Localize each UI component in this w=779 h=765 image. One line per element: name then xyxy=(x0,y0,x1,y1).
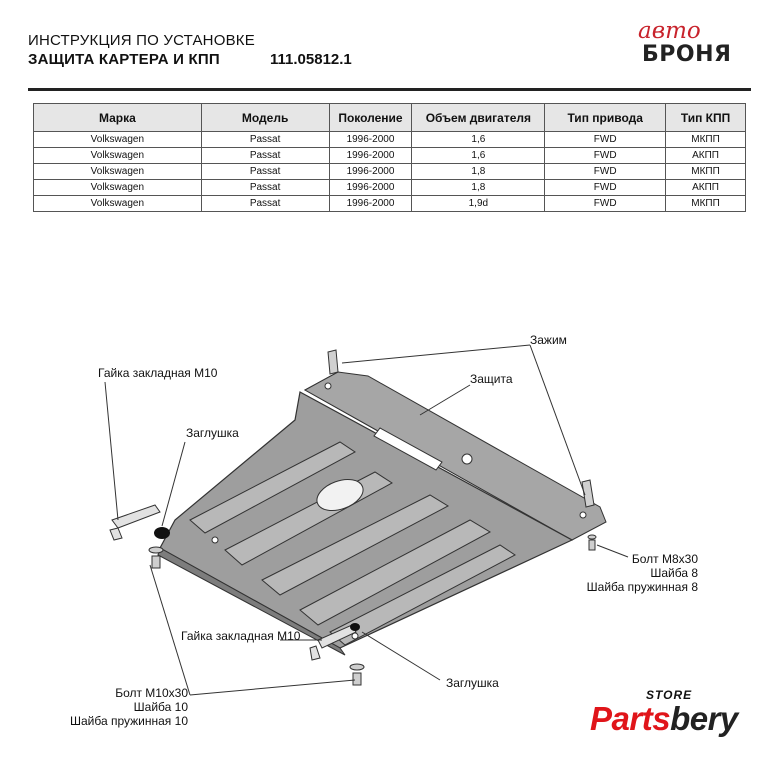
table-cell: АКПП xyxy=(666,180,746,196)
brand-name xyxy=(590,700,738,738)
column-header: Тип привода xyxy=(545,104,666,132)
label-plug-bottom: Заглушка xyxy=(446,676,499,690)
table-cell: FWD xyxy=(545,196,666,212)
label-clamp: Зажим xyxy=(530,333,567,347)
column-header: Марка xyxy=(34,104,202,132)
table-cell: 1996-2000 xyxy=(329,164,412,180)
column-header: Модель xyxy=(201,104,329,132)
table-cell: 1,8 xyxy=(412,180,545,196)
part-code: 111.05812.1 xyxy=(270,51,352,68)
label-plug-top: Заглушка xyxy=(186,426,239,440)
label-embedded-nut-top: Гайка закладная М10 xyxy=(98,366,218,380)
table-cell: 1996-2000 xyxy=(329,132,412,148)
skid-plate xyxy=(158,372,606,655)
table-cell: Volkswagen xyxy=(34,164,202,180)
table-cell: 1,9d xyxy=(412,196,545,212)
table-cell: FWD xyxy=(545,164,666,180)
table-cell: Volkswagen xyxy=(34,132,202,148)
table-cell: МКПП xyxy=(666,132,746,148)
label-bolt-m8: Болт М8х30 xyxy=(631,552,698,566)
table-cell: МКПП xyxy=(666,196,746,212)
table-cell: 1996-2000 xyxy=(329,148,412,164)
label-shield: Защита xyxy=(470,372,513,386)
table-cell: Passat xyxy=(201,196,329,212)
label-washer-8: Шайба 8 xyxy=(650,566,698,580)
table-cell: Passat xyxy=(201,148,329,164)
brand-name-part2: bery xyxy=(670,700,738,737)
column-header: Поколение xyxy=(329,104,412,132)
table-cell: FWD xyxy=(545,180,666,196)
brand-store-text: STORE xyxy=(646,688,693,702)
column-header: Тип КПП xyxy=(666,104,746,132)
brand-name-part1: Parts xyxy=(590,700,671,737)
table-cell: 1,6 xyxy=(412,132,545,148)
logo-top-text: авто xyxy=(638,18,701,44)
document-title: ИНСТРУКЦИЯ ПО УСТАНОВКЕ xyxy=(28,32,255,49)
table-cell: Volkswagen xyxy=(34,196,202,212)
table-cell: Volkswagen xyxy=(34,180,202,196)
label-bolt-m10: Болт М10х30 xyxy=(115,686,188,700)
label-washer-10: Шайба 10 xyxy=(133,700,188,714)
table-cell: Volkswagen xyxy=(34,148,202,164)
table-cell: Passat xyxy=(201,164,329,180)
table-cell: МКПП xyxy=(666,164,746,180)
column-header: Объем двигателя xyxy=(412,104,545,132)
table-cell: FWD xyxy=(545,132,666,148)
table-cell: 1996-2000 xyxy=(329,196,412,212)
partsbery-watermark xyxy=(588,688,763,748)
label-embedded-nut-bottom: Гайка закладная М10 xyxy=(181,629,301,643)
label-spring-washer-8: Шайба пружинная 8 xyxy=(586,580,698,594)
document-subtitle: ЗАЩИТА КАРТЕРА И КПП xyxy=(28,51,220,68)
table-cell: Passat xyxy=(201,180,329,196)
table-cell: 1,8 xyxy=(412,164,545,180)
label-spring-washer-10: Шайба пружинная 10 xyxy=(70,714,188,728)
table-cell: 1996-2000 xyxy=(329,180,412,196)
table-cell: АКПП xyxy=(666,148,746,164)
table-cell: 1,6 xyxy=(412,148,545,164)
table-cell: Passat xyxy=(201,132,329,148)
logo-bottom-text: БРОНЯ xyxy=(642,42,732,67)
table-cell: FWD xyxy=(545,148,666,164)
